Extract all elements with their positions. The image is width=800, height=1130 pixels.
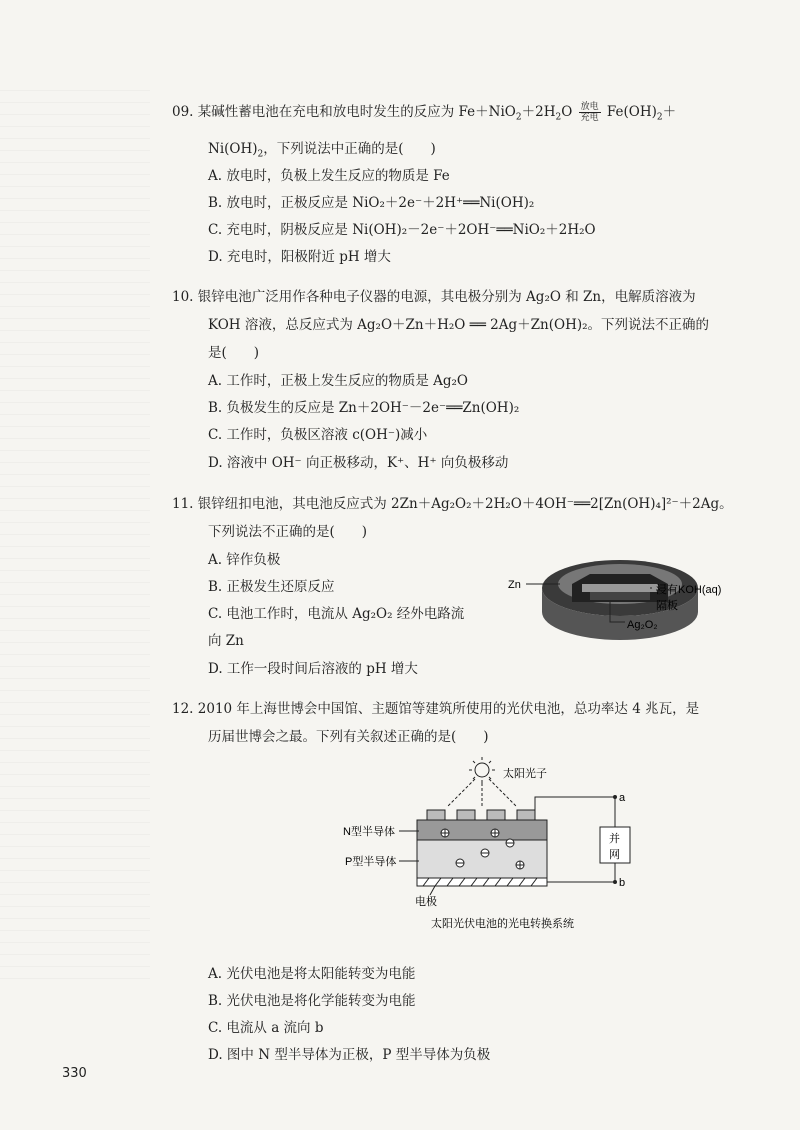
q9-reaction-arrow: $\frac{\text{放电}}{\text{充电}}$ — [580, 102, 599, 123]
q12-stem-line1: 12. 2010 年上海世博会中国馆、主题馆等建筑所使用的光伏电池，总功率达 4 兆瓦，是 — [172, 701, 700, 717]
fig-koh-label: 浸有KOH(aq) — [656, 584, 722, 596]
terminal-b-label: b — [619, 877, 626, 889]
q10-option-d: D. 溶液中 OH⁻ 向正极移动，K⁺、H⁺ 向负极移动 — [208, 455, 509, 471]
figure-caption: 太阳光伏电池的光电转换系统 — [431, 918, 574, 930]
q10-option-b: B. 负极发生的反应是 Zn＋2OH⁻－2e⁻══Zn(OH)₂ — [208, 400, 520, 416]
q9-option-b: B. 放电时，正极反应是 NiO₂＋2e⁻＋2H⁺══Ni(OH)₂ — [208, 195, 535, 211]
electrode-label: 电极 — [415, 896, 437, 908]
q11-option-a: A. 锌作负极 — [208, 552, 281, 568]
terminal-a-label: a — [619, 792, 626, 804]
q12-stem-line2: 历届世博会之最。下列有关叙述正确的是( ) — [208, 729, 489, 745]
grid-label-1: 并 — [609, 833, 620, 845]
q9-option-c: C. 充电时，阴极反应是 Ni(OH)₂－2e⁻＋2OH⁻══NiO₂＋2H₂O — [208, 222, 596, 238]
q10-stem-line3: 是( ) — [208, 345, 260, 361]
q11-option-d: D. 工作一段时间后溶液的 pH 增大 — [208, 661, 418, 677]
button-cell-figure — [500, 540, 750, 645]
p-type-layer — [417, 840, 547, 878]
q10-option-a: A. 工作时，正极上发生反应的物质是 Ag₂O — [208, 373, 468, 389]
fig-separator-label: 隔板 — [656, 600, 678, 612]
q12-option-c: C. 电流从 a 流向 b — [208, 1020, 324, 1036]
q11-option-c-line1: C. 电池工作时，电流从 Ag₂O₂ 经外电路流 — [208, 606, 465, 622]
photovoltaic-figure — [335, 755, 635, 935]
page-number: 330 — [62, 1066, 87, 1081]
fig-ag2o2-label: Ag₂O₂ — [627, 619, 658, 631]
grid-label-2: 网 — [609, 849, 620, 861]
q11-option-b: B. 正极发生还原反应 — [208, 579, 335, 595]
q12-option-d: D. 图中 N 型半导体为正极，P 型半导体为负极 — [208, 1047, 491, 1063]
q11-option-c-line2: 向 Zn — [208, 633, 244, 649]
q9-stem-line1: 09. 某碱性蓄电池在充电和放电时发生的反应为 $Fe+NiO_2+2H_2O$ $\frac{\text{放电}}{\text{充电}}$ $Fe(OH)_2+$ — [172, 102, 677, 123]
n-type-label: N型半导体 — [343, 826, 395, 838]
q12-option-a: A. 光伏电池是将太阳能转变为电能 — [208, 966, 416, 982]
q12-option-b: B. 光伏电池是将化学能转变为电能 — [208, 993, 416, 1009]
fig-zn-label: Zn — [508, 579, 521, 591]
sun-icon — [475, 763, 489, 777]
sun-photon-label: 太阳光子 — [503, 768, 547, 780]
q9-stem-line2: $Ni(OH)_2$，下列说法中正确的是( ) — [208, 141, 436, 160]
q11-stem-line1: 11. 银锌纽扣电池，其电池反应式为 2Zn＋Ag₂O₂＋2H₂O＋4OH⁻══2[Zn(OH)₄]²⁻＋2Ag。 — [172, 496, 733, 512]
q10-stem-line2: KOH 溶液，总反应式为 Ag₂O＋Zn＋H₂O ══ 2Ag＋Zn(OH)₂。下列说法不正确的 — [208, 317, 710, 333]
n-type-layer — [417, 820, 547, 840]
q9-option-d: D. 充电时，阳极附近 pH 增大 — [208, 249, 391, 265]
p-type-label: P型半导体 — [345, 856, 397, 868]
q10-option-c: C. 工作时，负极区溶液 c(OH⁻)减小 — [208, 427, 428, 443]
q11-stem-line2: 下列说法不正确的是( ) — [208, 524, 368, 540]
q9-option-a: A. 放电时，负极上发生反应的物质是 Fe — [208, 168, 450, 184]
q10-stem-line1: 10. 银锌电池广泛用作各种电子仪器的电源，其电极分别为 Ag₂O 和 Zn，电解质溶液为 — [172, 289, 696, 305]
